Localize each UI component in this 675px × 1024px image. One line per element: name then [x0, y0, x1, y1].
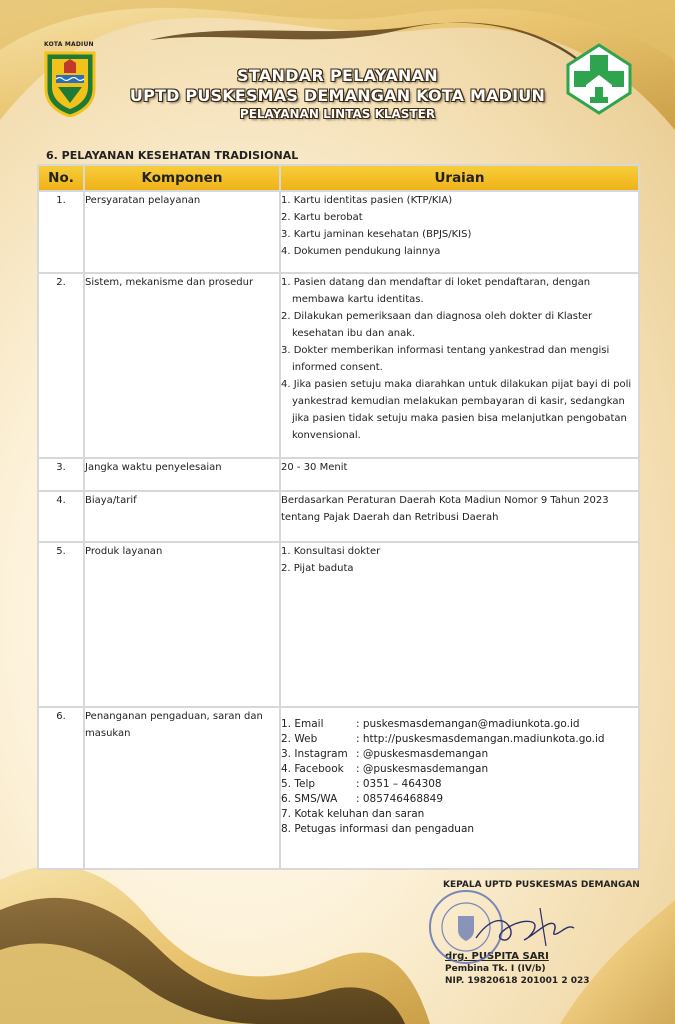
- kota-madiun-label: KOTA MADIUN: [44, 41, 94, 48]
- contact-label: 2. Web: [281, 733, 318, 745]
- row-uraian: [280, 191, 639, 273]
- list-item: 2. Pijat baduta: [281, 563, 354, 574]
- list-item: 4. Dokumen pendukung lainnya: [281, 246, 441, 257]
- row-no: 6.: [38, 707, 84, 869]
- list-item: 1. Konsultasi dokter: [281, 546, 381, 557]
- header-uraian: Uraian: [280, 165, 639, 191]
- list-item: 4. Jika pasien setuju maka diarahkan untuk dilakukan pijat bayi di poli yankestrad kemudian melakukan pembayaran di kasir, sedangkan jika pasien tidak setuju maka pasien bisa melanjutkan pengobatan konvensional.: [281, 379, 632, 441]
- contact-label: 4. Facebook: [281, 763, 344, 775]
- contact-value: : @puskesmasdemangan: [356, 763, 489, 775]
- signatory-title: KEPALA UPTD PUSKESMAS DEMANGAN: [443, 880, 640, 890]
- list-item: 3. Dokter memberikan informasi tentang yankestrad dan mengisi informed consent.: [281, 345, 610, 373]
- row-uraian: 20 - 30 Menit: [280, 458, 639, 491]
- contact-label: 5. Telp: [281, 778, 316, 790]
- contact-value: : @puskesmasdemangan: [356, 748, 489, 760]
- contact-value: : http://puskesmasdemangan.madiunkota.go.id: [356, 733, 605, 745]
- row-no: 5.: [38, 542, 84, 707]
- list-item: 7. Kotak keluhan dan saran: [281, 808, 425, 820]
- table-row: [38, 458, 639, 491]
- contact-label: 3. Instagram: [281, 748, 348, 760]
- row-komponen: Sistem, mekanisme dan prosedur: [84, 273, 280, 458]
- row-no: 4.: [38, 491, 84, 542]
- contact-facebook: [281, 762, 638, 777]
- contact-email: [281, 717, 638, 732]
- header: [0, 0, 675, 145]
- contact-label: 6. SMS/WA: [281, 793, 338, 805]
- table-row: [38, 707, 639, 869]
- contact-sms-wa: [281, 792, 638, 807]
- contact-web: [281, 732, 638, 747]
- row-no: 3.: [38, 458, 84, 491]
- row-komponen: Penanganan pengaduan, saran dan masukan: [84, 707, 280, 869]
- list-item: 3. Kartu jaminan kesehatan (BPJS/KIS): [281, 229, 472, 240]
- signatory-nip: NIP. 19820618 201001 2 023: [445, 976, 590, 986]
- row-komponen: Persyaratan pelayanan: [84, 191, 280, 273]
- table-row: [38, 191, 639, 273]
- list-item: 8. Petugas informasi dan pengaduan: [281, 823, 475, 835]
- row-uraian: [280, 542, 639, 707]
- list-item: 2. Dilakukan pemeriksaan dan diagnosa oleh dokter di Klaster kesehatan ibu dan anak.: [281, 311, 593, 339]
- table-row: [38, 273, 639, 458]
- service-standard-table: [37, 164, 640, 870]
- title-line-3: PELAYANAN LINTAS KLASTER: [239, 107, 436, 121]
- title-line-2: UPTD PUSKESMAS DEMANGAN KOTA MADIUN: [129, 86, 546, 105]
- table-header-row: [38, 165, 639, 191]
- row-no: 1.: [38, 191, 84, 273]
- header-no: No.: [38, 165, 84, 191]
- row-uraian: [280, 273, 639, 458]
- row-no: 2.: [38, 273, 84, 458]
- signatory-name: drg. PUSPITA SARI: [445, 951, 549, 962]
- row-uraian: [280, 707, 639, 869]
- row-uraian: Berdasarkan Peraturan Daerah Kota Madiun Nomor 9 Tahun 2023 tentang Pajak Daerah dan Retribusi Daerah: [280, 491, 639, 542]
- contact-value: : 0351 – 464308: [356, 778, 442, 790]
- row-komponen: Jangka waktu penyelesaian: [84, 458, 280, 491]
- handwritten-signature: [470, 898, 580, 958]
- signatory-rank: Pembina Tk. I (IV/b): [445, 964, 546, 974]
- section-title: 6. PELAYANAN KESEHATAN TRADISIONAL: [46, 149, 299, 162]
- title-line-1: STANDAR PELAYANAN: [237, 66, 438, 85]
- contact-instagram: [281, 747, 638, 762]
- contact-value: : 085746468849: [356, 793, 444, 805]
- row-komponen: Biaya/tarif: [84, 491, 280, 542]
- table-row: [38, 491, 639, 542]
- header-komponen: Komponen: [84, 165, 280, 191]
- list-item: 1. Kartu identitas pasien (KTP/KIA): [281, 195, 453, 206]
- row-komponen: Produk layanan: [84, 542, 280, 707]
- list-item: 1. Pasien datang dan mendaftar di loket pendaftaran, dengan membawa kartu identitas.: [281, 277, 591, 305]
- contact-value: : puskesmasdemangan@madiunkota.go.id: [356, 718, 580, 730]
- table-row: [38, 542, 639, 707]
- puskesmas-logo-icon: [566, 43, 632, 115]
- contact-telp: [281, 777, 638, 792]
- list-item: 2. Kartu berobat: [281, 212, 363, 223]
- contact-label: 1. Email: [281, 718, 324, 730]
